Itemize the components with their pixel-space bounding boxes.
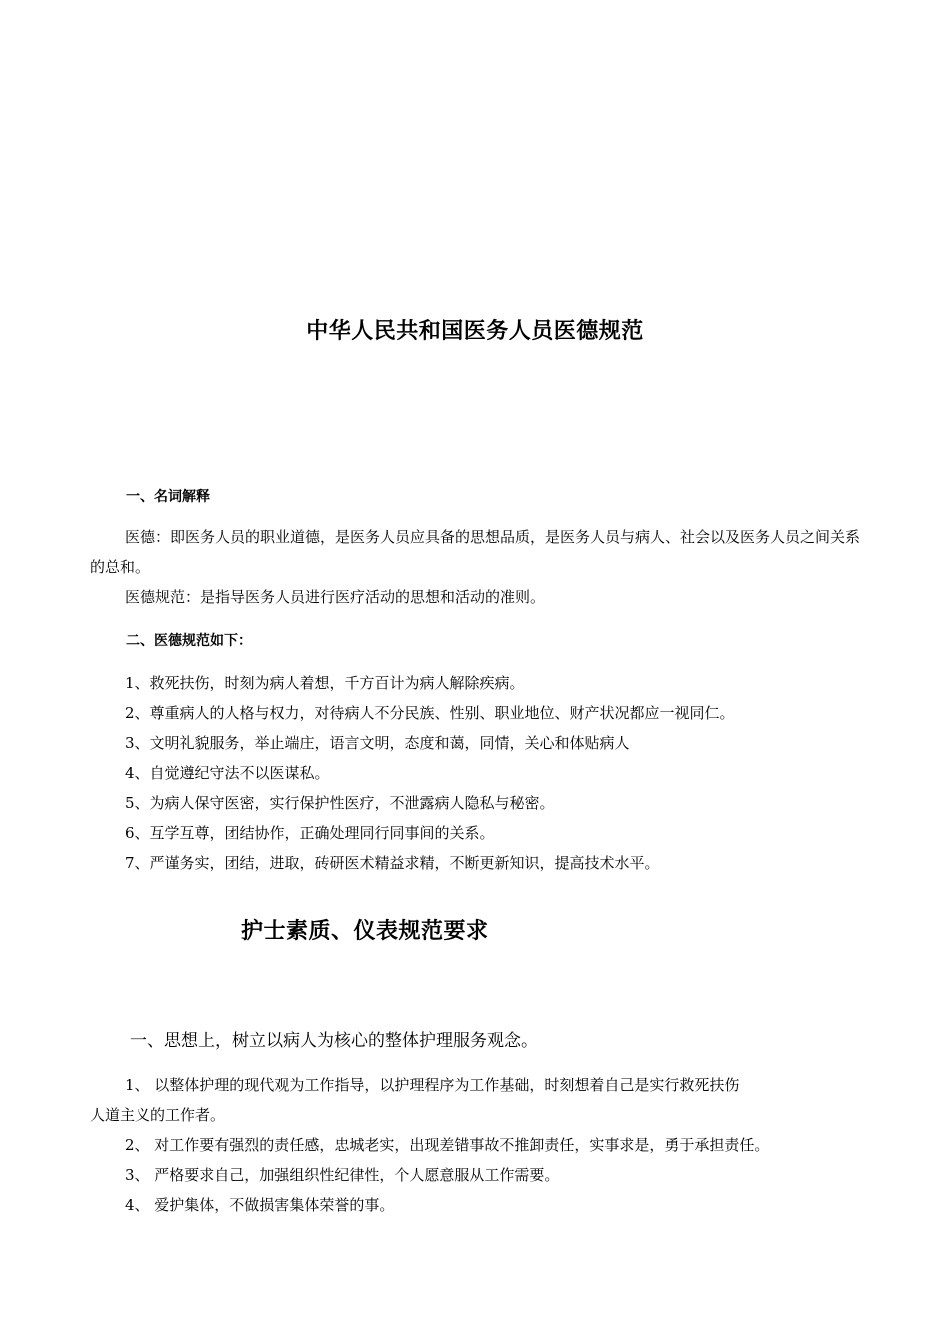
ideology-item: 3、 严格要求自己，加强组织性纪律性，个人愿意服从工作需要。	[125, 1166, 560, 1184]
ideology-item: 4、 爱护集体，不做损害集体荣誉的事。	[125, 1196, 395, 1214]
section-heading-norms: 二、医德规范如下：	[126, 633, 252, 649]
norm-item: 5、为病人保守医密，实行保护性医疗，不泄露病人隐私与秘密。	[125, 794, 555, 812]
section-heading-ideology: 一、思想上，树立以病人为核心的整体护理服务观念。	[130, 1031, 538, 1051]
document-title: 中华人民共和国医务人员医德规范	[306, 319, 644, 344]
norm-item: 2、尊重病人的人格与权力，对待病人不分民族、性别、职业地位、财产状况都应一视同仁。	[125, 704, 735, 722]
ideology-item: 2、 对工作要有强烈的责任感，忠城老实，出现差错事故不推卸责任，实事求是，勇于承担责任。	[125, 1136, 770, 1154]
norm-item: 7、严谨务实，团结，进取，砖研医术精益求精，不断更新知识，提高技术水平。	[125, 854, 660, 872]
norm-item: 4、自觉遵纪守法不以医谋私。	[125, 764, 330, 782]
nurse-standards-title: 护士素质、仪表规范要求	[241, 919, 489, 944]
norm-item: 1、救死扶伤，时刻为病人着想，千方百计为病人解除疾病。	[125, 674, 525, 692]
ideology-item: 1、 以整体护理的现代观为工作指导，以护理程序为工作基础，时刻想着自己是实行救死扶伤	[125, 1076, 740, 1094]
ideology-item-continuation: 人道主义的工作者。	[90, 1106, 226, 1124]
norm-item: 6、互学互尊，团结协作，正确处理同行同事间的关系。	[125, 824, 495, 842]
definition-paragraph-norms: 医德规范：是指导医务人员进行医疗活动的思想和活动的准则。	[125, 588, 546, 606]
definition-paragraph-ethics: 医德：即医务人员的职业道德，是医务人员应具备的思想品质，是医务人员与病人、社会以及医务人员之间关系的总和。	[90, 528, 861, 576]
section-heading-definitions: 一、名词解释	[126, 489, 210, 505]
norm-item: 3、文明礼貌服务，举止端庄，语言文明，态度和蔼，同情，关心和体贴病人	[125, 734, 630, 752]
